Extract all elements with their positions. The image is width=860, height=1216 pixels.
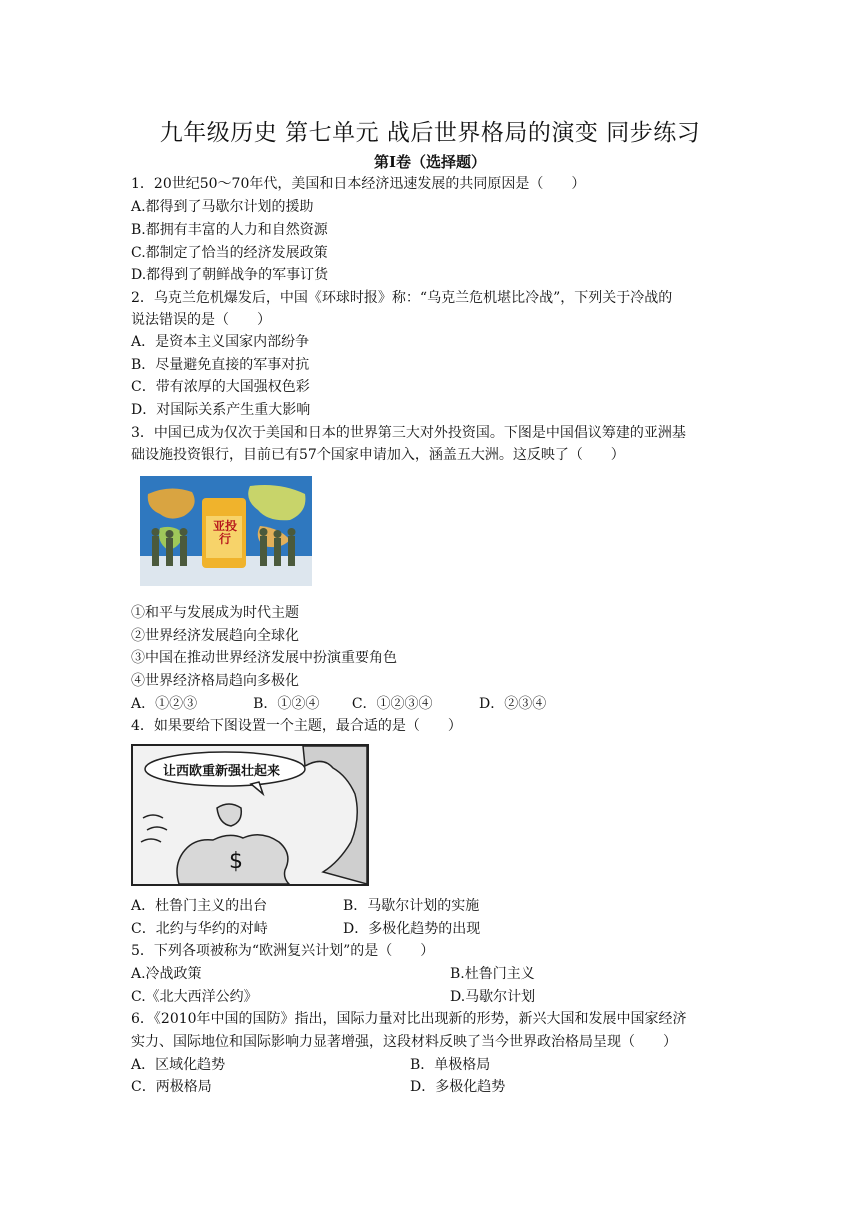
question-4-option-c: C．北约与华约的对峙 bbox=[131, 921, 268, 937]
question-2-stem-line1: 2．乌克兰危机爆发后，中国《环球时报》称：“乌克兰危机堪比冷战”，下列关于冷战的 bbox=[131, 290, 673, 306]
svg-text:$: $ bbox=[229, 849, 243, 874]
question-3-options: A．①②③ B．①②④ C．①②③④ D．②③④ bbox=[131, 696, 547, 712]
question-1-option-b: B.都拥有丰富的人力和自然资源 bbox=[131, 222, 328, 238]
question-6-option-c: C．两极格局 bbox=[131, 1079, 212, 1095]
question-2-option-c: C．带有浓厚的大国强权色彩 bbox=[131, 379, 310, 395]
question-2-option-b: B．尽量避免直接的军事对抗 bbox=[131, 357, 310, 373]
question-6-stem-line2: 实力、国际地位和国际影响力显著增强，这段材料反映了当今世界政治格局呈现（ ） bbox=[131, 1034, 677, 1050]
question-4-option-a: A．杜鲁门主义的出台 bbox=[131, 898, 268, 914]
question-5-option-c: C.《北大西洋公约》 bbox=[131, 989, 258, 1005]
question-5-stem: 5．下列各项被称为“欧洲复兴计划”的是（ ） bbox=[131, 943, 435, 959]
question-5-option-a: A.冷战政策 bbox=[131, 966, 202, 982]
question-5-option-d: D.马歇尔计划 bbox=[450, 989, 536, 1005]
question-2-stem-line2: 说法错误的是（ ） bbox=[131, 312, 271, 328]
question-6-option-a: A．区域化趋势 bbox=[131, 1057, 226, 1073]
question-1-option-a: A.都得到了马歇尔计划的援助 bbox=[131, 199, 314, 215]
question-6-option-d: D．多极化趋势 bbox=[410, 1079, 506, 1095]
question-3-statement-3: ③中国在推动世界经济发展中扮演重要角色 bbox=[131, 650, 397, 666]
question-6-stem-line1: 6．《2010年中国的国防》指出，国际力量对比出现新的形势，新兴大国和发展中国家经济 bbox=[131, 1011, 687, 1027]
question-4-option-d: D．多极化趋势的出现 bbox=[343, 921, 481, 937]
question-2-option-a: A．是资本主义国家内部纷争 bbox=[131, 334, 310, 350]
question-3-stem-line2: 础设施投资银行，目前已有57个国家申请加入，涵盖五大洲。这反映了（ ） bbox=[131, 447, 625, 463]
question-3-statement-2: ②世界经济发展趋向全球化 bbox=[131, 628, 299, 644]
question-3-statement-4: ④世界经济格局趋向多极化 bbox=[131, 673, 299, 689]
page-title: 九年级历史 第七单元 战后世界格局的演变 同步练习 bbox=[159, 120, 701, 146]
question-4-option-b: B．马歇尔计划的实施 bbox=[343, 898, 480, 914]
question-1-option-d: D.都得到了朝鲜战争的军事订货 bbox=[131, 267, 329, 283]
question-3-statement-1: ①和平与发展成为时代主题 bbox=[131, 605, 299, 621]
aiib-poster-image bbox=[140, 476, 312, 586]
question-6-option-b: B．单极格局 bbox=[410, 1057, 491, 1073]
marshall-plan-cartoon bbox=[131, 744, 369, 886]
aiib-label: 亚投行 bbox=[212, 519, 237, 546]
question-5-option-b: B.杜鲁门主义 bbox=[450, 966, 535, 982]
question-4-stem: 4．如果要给下图设置一个主题，最合适的是（ ） bbox=[131, 718, 462, 734]
question-1-option-c: C.都制定了恰当的经济发展政策 bbox=[131, 245, 328, 261]
question-1-stem: 1．20世纪50～70年代，美国和日本经济迅速发展的共同原因是（ ） bbox=[131, 176, 586, 192]
section-title: 第Ⅰ卷（选择题） bbox=[373, 153, 487, 171]
question-3-stem-line1: 3．中国已成为仅次于美国和日本的世界第三大对外投资国。下图是中国倡议筹建的亚洲基 bbox=[131, 425, 686, 441]
cartoon-speech-bubble-text: 让西欧重新强壮起来 bbox=[163, 764, 281, 779]
question-2-option-d: D．对国际关系产生重大影响 bbox=[131, 402, 311, 418]
